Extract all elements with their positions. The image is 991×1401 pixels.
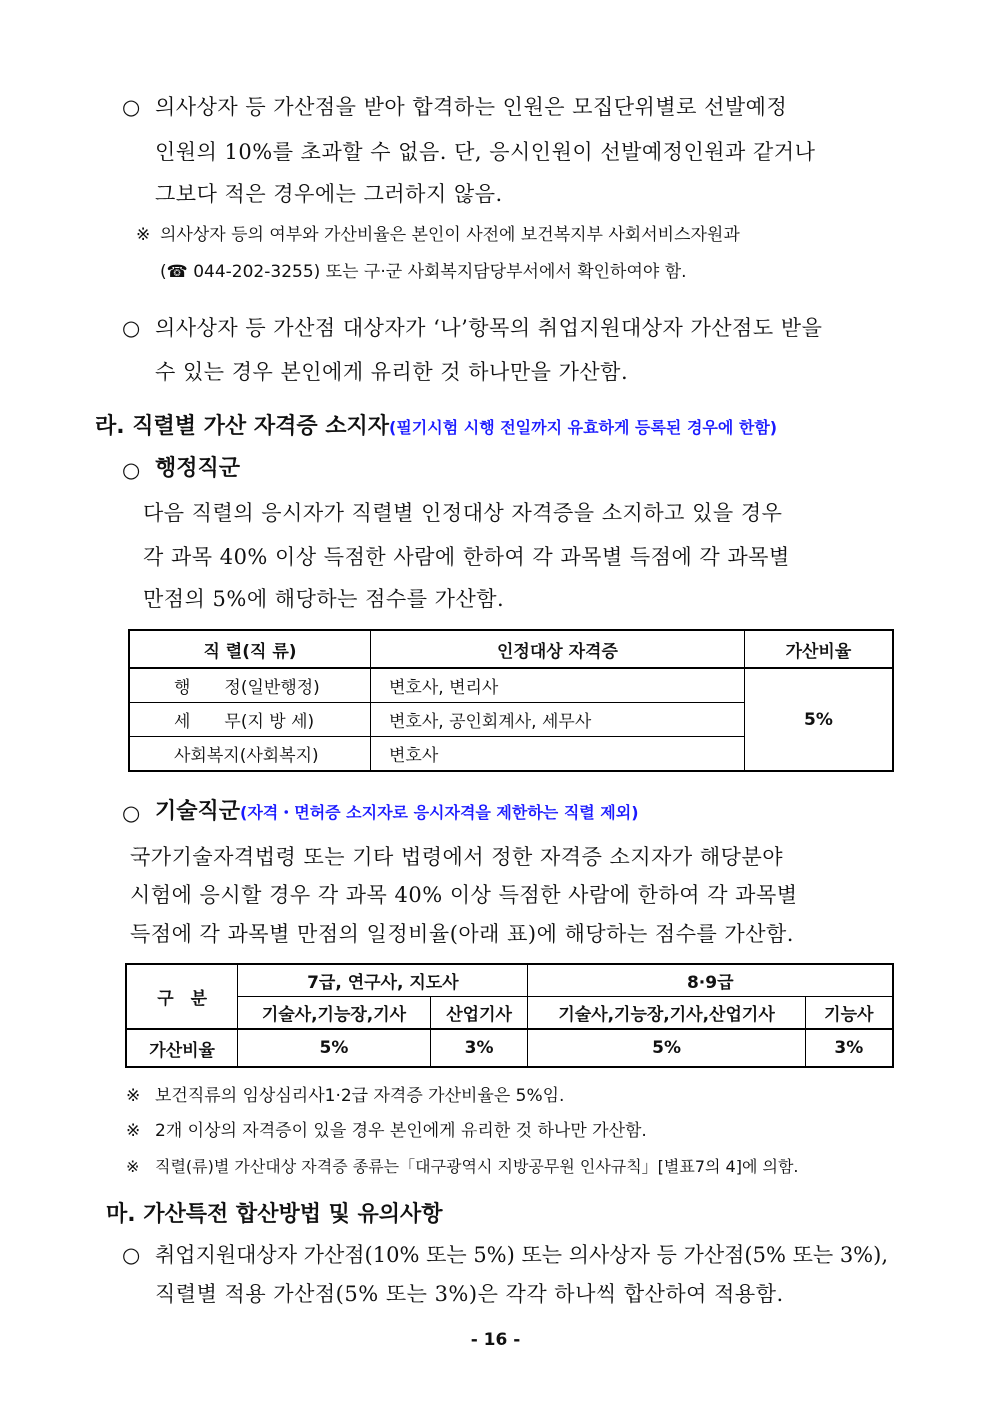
- section-ra-heading: [95, 412, 777, 443]
- subheader: 기능사: [805, 997, 893, 1030]
- header-group-8-9: 8·9급: [528, 964, 893, 997]
- admin-line-3: 만점의 5%에 해당하는 점수를 가산함.: [143, 587, 505, 611]
- tech-line-2: 시험에 응시할 경우 각 과목 40% 이상 득점한 사람에 한하여 각 과목별: [130, 883, 798, 907]
- header-certs: 인정대상 자격증: [371, 630, 745, 668]
- bullet-2-line-1: 의사상자 등 가산점 대상자가 ‘나’항목의 취업지원대상자 가산점도 받을: [155, 316, 823, 340]
- certs-cell: 변호사: [371, 737, 745, 772]
- table-header-row: [126, 964, 893, 997]
- subheader: 기술사,기능장,기사,산업기사: [528, 997, 805, 1030]
- subheader: 기술사,기능장,기사: [238, 997, 430, 1030]
- admin-group-title: 행정직군: [155, 456, 241, 481]
- series-cell: 세 무(지 방 세): [129, 703, 371, 737]
- admin-line-2: 각 과목 40% 이상 득점한 사람에 한하여 각 과목별 득점에 각 과목별: [143, 545, 790, 569]
- note-marker: ※: [126, 1157, 140, 1176]
- rate-value: 3%: [430, 1029, 528, 1067]
- note-line: 직렬(류)별 가산대상 자격증 종류는「대구광역시 지방공무원 인사규칙」[별표7의 4]에 의함.: [155, 1157, 799, 1176]
- subheader: 산업기사: [430, 997, 528, 1030]
- ma-line-2: 직렬별 적용 가산점(5% 또는 3%)은 각각 하나씩 합산하여 적용함.: [155, 1282, 784, 1306]
- tech-group-note: (자격・면허증 소지자로 응시자격을 제한하는 직렬 제외): [240, 803, 639, 822]
- admin-cert-table: [128, 629, 894, 772]
- series-cell: 행 정(일반행정): [129, 668, 371, 703]
- note-line-1: 의사상자 등의 여부와 가산비율은 본인이 사전에 보건복지부 사회서비스자원과: [160, 225, 740, 245]
- rate-value: 5%: [528, 1029, 805, 1067]
- header-series: 직 렬(직 류): [129, 630, 371, 668]
- rate-value: 5%: [238, 1029, 430, 1067]
- section-ma-heading: 마. 가산특전 합산방법 및 유의사항: [106, 1202, 443, 1227]
- note-marker: ※: [126, 1086, 141, 1106]
- rate-value: 3%: [805, 1029, 893, 1067]
- bullet-1-line-3: 그보다 적은 경우에는 그러하지 않음.: [155, 182, 503, 206]
- bullet-2-line-2: 수 있는 경우 본인에게 유리한 것 하나만을 가산함.: [155, 360, 629, 384]
- tech-line-1: 국가기술자격법령 또는 기타 법령에서 정한 자격증 소지자가 해당분야: [130, 845, 784, 869]
- bullet-marker: ○: [122, 95, 141, 119]
- bullet-marker: ○: [122, 458, 141, 482]
- page-number: - 16 -: [470, 1330, 521, 1350]
- ma-line-1: 취업지원대상자 가산점(10% 또는 5%) 또는 의사상자 등 가산점(5% 또는 3%),: [155, 1243, 889, 1267]
- table-row: [126, 1029, 893, 1067]
- admin-line-1: 다음 직렬의 응시자가 직렬별 인정대상 자격증을 소지하고 있을 경우: [143, 501, 783, 525]
- bullet-1-line-1: 의사상자 등 가산점을 받아 합격하는 인원은 모집단위별로 선발예정: [155, 95, 788, 119]
- row-label: 가산비율: [126, 1029, 238, 1067]
- header-rate: 가산비율: [744, 630, 893, 668]
- tech-group-title: 기술직군: [155, 799, 241, 824]
- rate-cell: 5%: [744, 668, 893, 771]
- header-group-7: 7급, 연구사, 지도사: [238, 964, 528, 997]
- table-subheader-row: [126, 997, 893, 1030]
- certs-cell: 변호사, 공인회계사, 세무사: [371, 703, 745, 737]
- table-row: [129, 668, 893, 703]
- tech-line-3: 득점에 각 과목별 만점의 일정비율(아래 표)에 해당하는 점수를 가산함.: [130, 922, 794, 946]
- bullet-marker: ○: [122, 801, 141, 825]
- certs-cell: 변호사, 변리사: [371, 668, 745, 703]
- series-cell: 사회복지(사회복지): [129, 737, 371, 772]
- table-header-row: [129, 630, 893, 668]
- section-ra-note: (필기시험 시행 전일까지 유효하게 등록된 경우에 한함): [389, 418, 778, 437]
- bullet-marker: ○: [122, 1243, 141, 1267]
- tech-cert-table: [125, 963, 894, 1068]
- section-ra-title: 라. 직렬별 가산 자격증 소지자: [95, 414, 390, 439]
- bullet-marker: ○: [122, 316, 141, 340]
- note-marker: ※: [136, 225, 151, 245]
- note-line: 보건직류의 임상심리사1·2급 자격증 가산비율은 5%임.: [155, 1086, 565, 1106]
- note-line-2: (☎ 044-202-3255) 또는 구·군 사회복지담당부서에서 확인하여야 함.: [160, 262, 687, 282]
- note-line: 2개 이상의 자격증이 있을 경우 본인에게 유리한 것 하나만 가산함.: [155, 1121, 647, 1141]
- header-corner: 구 분: [126, 964, 238, 1029]
- bullet-1-line-2: 인원의 10%를 초과할 수 없음. 단, 응시인원이 선발예정인원과 같거나: [155, 140, 816, 164]
- tech-group-heading: [155, 797, 639, 828]
- note-marker: ※: [126, 1121, 141, 1141]
